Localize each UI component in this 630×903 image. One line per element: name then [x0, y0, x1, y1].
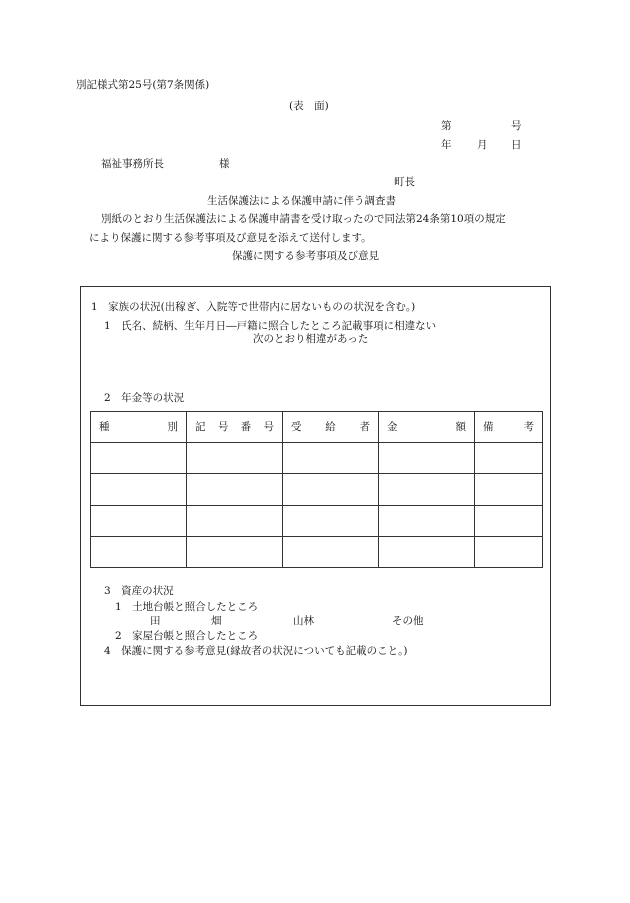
pension-table	[90, 411, 543, 568]
table-cell[interactable]	[379, 536, 475, 567]
table-cell[interactable]	[187, 505, 283, 536]
table-cell[interactable]	[283, 443, 379, 474]
sender: 町長	[394, 176, 415, 188]
land-type-forest: 山林	[293, 615, 314, 627]
land-type-other: その他	[392, 615, 424, 627]
column-header-recipient: 受 給 者	[283, 412, 379, 443]
doc-title: 生活保護法による保護申請に伴う調査書	[207, 195, 396, 207]
column-header-symbol-number: 記 号 番 号	[187, 412, 283, 443]
date-month: 月	[477, 139, 488, 151]
body-line-1: 別紙のとおり生活保護法による保護申請書を受け取ったので同法第24条第10項の規定	[101, 213, 506, 225]
section-1-item-1: 1 氏名、続柄、生年月日―戸籍に照合したところ記載事項に相違ない	[104, 320, 437, 332]
pension-table-header	[91, 412, 543, 443]
table-cell[interactable]	[475, 505, 543, 536]
table-cell[interactable]	[475, 443, 543, 474]
form-label: 別記様式第25号(第7条関係)	[76, 79, 210, 91]
table-row	[91, 443, 543, 474]
section-3-item-2: 2 家屋台帳と照合したところ	[115, 630, 259, 642]
table-cell[interactable]	[475, 474, 543, 505]
date-day: 日	[511, 139, 522, 151]
table-cell[interactable]	[379, 474, 475, 505]
table-cell[interactable]	[379, 443, 475, 474]
column-header-type: 種 別	[91, 412, 187, 443]
body-line-2: により保護に関する参考事項及び意見を添えて送付します。	[89, 232, 372, 244]
table-row	[91, 505, 543, 536]
land-type-field: 畑	[211, 615, 222, 627]
table-cell[interactable]	[91, 443, 187, 474]
section-3-item-1: 1 土地台帳と照合したところ	[115, 601, 259, 613]
column-header-amount: 金 額	[379, 412, 475, 443]
land-type-paddy: 田	[150, 615, 161, 627]
subtitle: 保護に関する参考事項及び意見	[232, 250, 379, 262]
section-1-item-1-alt: 次のとおり相違があった	[253, 333, 369, 345]
side-label: (表 面)	[289, 100, 329, 112]
table-cell[interactable]	[283, 474, 379, 505]
table-cell[interactable]	[283, 505, 379, 536]
addressee-suffix: 様	[219, 158, 230, 170]
section-1-heading: 1 家族の状況(出稼ぎ、入院等で世帯内に居ないものの状況を含む。)	[91, 301, 416, 313]
table-cell[interactable]	[187, 536, 283, 567]
table-row	[91, 536, 543, 567]
section-4-heading: 4 保護に関する参考意見(縁故者の状況についても記載のこと。)	[104, 645, 408, 657]
table-cell[interactable]	[187, 443, 283, 474]
addressee: 福祉事務所長	[101, 158, 164, 170]
table-cell[interactable]	[379, 505, 475, 536]
column-header-remarks: 備 考	[475, 412, 543, 443]
table-cell[interactable]	[283, 536, 379, 567]
table-cell[interactable]	[91, 536, 187, 567]
number-suffix: 号	[511, 120, 522, 132]
table-cell[interactable]	[91, 474, 187, 505]
table-row	[91, 474, 543, 505]
table-cell[interactable]	[91, 505, 187, 536]
section-3-heading: 3 資産の状況	[104, 585, 174, 597]
number-prefix: 第	[441, 120, 452, 132]
table-cell[interactable]	[475, 536, 543, 567]
section-2-heading: 2 年金等の状況	[104, 392, 185, 404]
date-year: 年	[441, 139, 452, 151]
table-cell[interactable]	[187, 474, 283, 505]
